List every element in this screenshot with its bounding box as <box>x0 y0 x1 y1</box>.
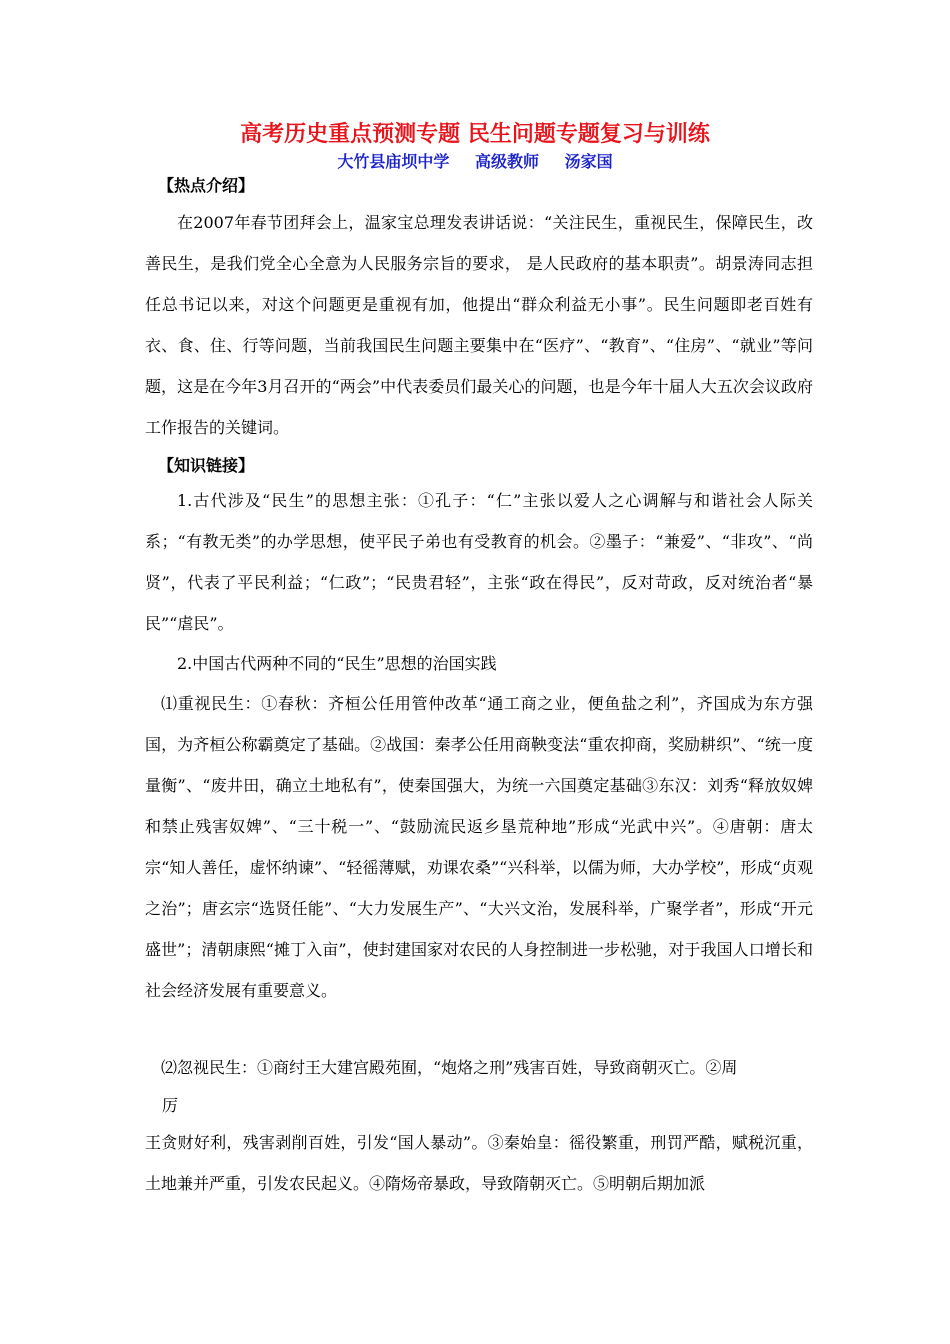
knowledge-item-2-2-b: 厉 <box>162 1096 179 1115</box>
section-heading-knowledge: 【知识链接】 <box>158 456 255 475</box>
knowledge-item-2-2-a: ⑵忽视民生：①商纣王大建宫殿苑囿，“炮烙之刑”残害百姓，导致商朝灭亡。②周 <box>161 1058 738 1077</box>
knowledge-item-2: 2.中国古代两种不同的“民生”思想的治国实践 <box>177 654 497 673</box>
author-school: 大竹县庙坝中学 <box>337 152 450 171</box>
document-title: 高考历史重点预测专题 民生问题专题复习与训练 <box>240 122 710 147</box>
author-line <box>0 151 950 173</box>
author-rank: 高级教师 <box>474 152 539 171</box>
author-name: 汤家国 <box>564 152 613 171</box>
knowledge-item-2-1: ⑴重视民生：①春秋：齐桓公任用管仲改革“通工商之业，便鱼盐之利”，齐国成为东方强国，为齐桓公称霸奠定了基础。②战国：秦孝公任用商鞅变法“重农抑商，奖励耕织”、“统一度量衡”、“废井田，确立土地私有”，使秦国强大，为统一六国奠定基础③东汉：刘秀“释放奴婢和禁止残害奴婢”、“三十税一”、“鼓励流民返乡垦荒种地”形成“光武中兴”。④唐朝：唐太宗“知人善任，虚怀纳谏”、“轻徭薄赋，劝课农桑”“兴科举，以儒为师，大办学校”，形成“贞观之治”；唐玄宗“选贤任能”、“大力发展生产”、“大兴文治，发展科举，广聚学者”，形成“开元盛世”；清朝康熙“摊丁入亩”，使封建国家对农民的人身控制进一步松驰，对于我国人口增长和社会经济发展有重要意义。 <box>145 694 813 1000</box>
section-heading-hotspot: 【热点介绍】 <box>158 176 255 195</box>
knowledge-item-2-2-c: 王贪财好利，残害剥削百姓，引发“国人暴动”。③秦始皇：徭役繁重，刑罚严酷，赋税沉重，土地兼并严重，引发农民起义。④隋炀帝暴政，导致隋朝灭亡。⑤明朝后期加派 <box>145 1133 813 1193</box>
knowledge-item-1: 1.古代涉及“民生”的思想主张：①孔子：“仁”主张以爱人之心调解与和谐社会人际关系；“有教无类”的办学思想，使平民子弟也有受教育的机会。②墨子：“兼爱”、“非攻”、“尚贤”，代表了平民利益；“仁政”；“民贵君轻”，主张“政在得民”，反对苛政，反对统治者“暴民”“虐民”。 <box>145 491 813 633</box>
hotspot-paragraph: 在2007年春节团拜会上，温家宝总理发表讲话说：“关注民生，重视民生，保障民生，改善民生，是我们党全心全意为人民服务宗旨的要求， 是人民政府的基本职责”。胡景涛同志担任总书记以来，对这个问题更是重视有加，他提出“群众利益无小事”。民生问题即老百姓有衣、食、住、行等问题，当前我国民生问题主要集中在“医疗”、“教育”、“住房”、“就业”等问题，这是在今年3月召开的“两会”中代表委员们最关心的问题，也是今年十届人大五次会议政府工作报告的关键词。 <box>145 213 813 437</box>
